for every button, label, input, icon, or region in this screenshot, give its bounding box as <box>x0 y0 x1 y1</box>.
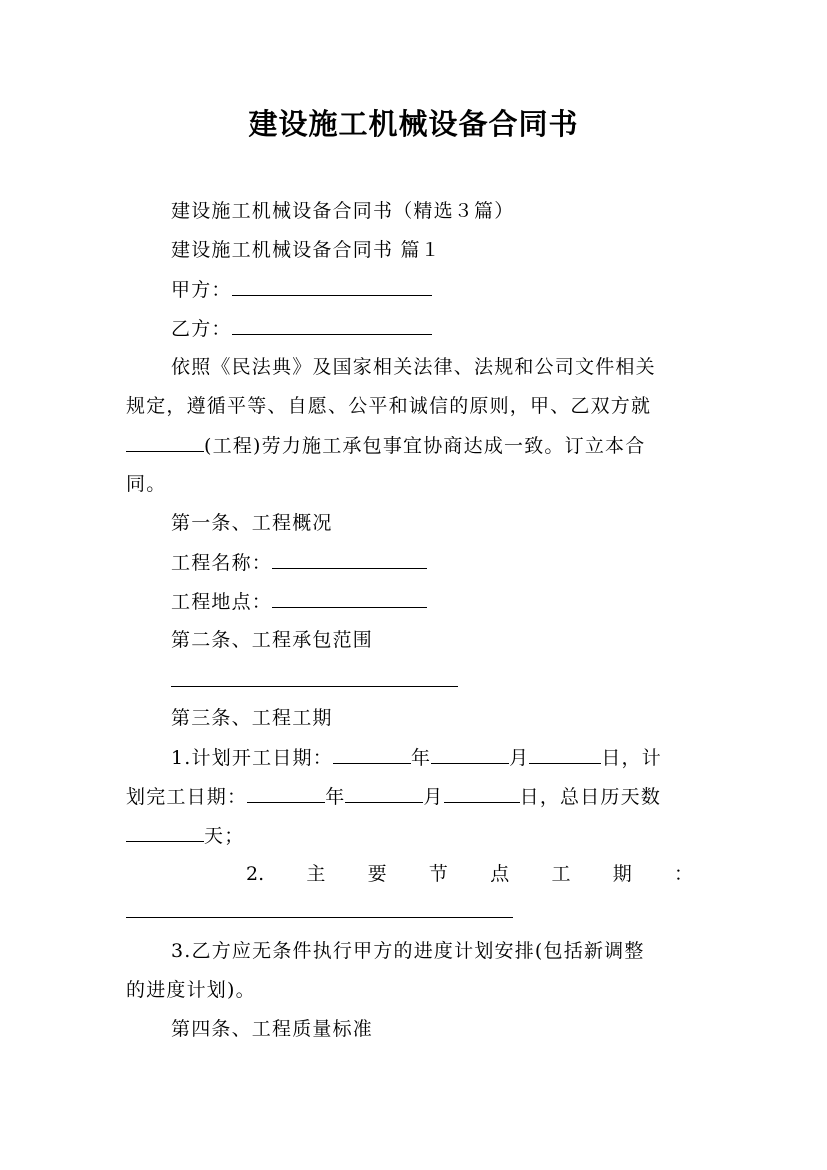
year-unit: 年 <box>410 747 432 769</box>
finish-month-blank <box>345 783 423 803</box>
intro-line-2: 规定，遵循平等、自愿、公平和诚信的原则，甲、乙双方就 <box>126 395 652 417</box>
article-1-heading: 第一条、工程概况 <box>171 512 333 534</box>
scope-blank <box>171 686 458 687</box>
finish-day-blank <box>444 783 520 803</box>
party-a-label: 甲方： <box>171 279 232 301</box>
item-1-line-2 <box>126 783 661 810</box>
milestone-blank <box>126 917 513 918</box>
item-1-line-2-suffix: ，总日历天数 <box>539 786 662 808</box>
subtitle: 建设施工机械设备合同书（精选３篇） <box>171 200 515 222</box>
day-unit: 日 <box>601 747 622 769</box>
intro-line-3 <box>126 432 645 459</box>
project-location-line <box>171 588 427 615</box>
item-2-char: 2. <box>246 863 265 885</box>
part-heading: 建设施工机械设备合同书 篇１ <box>171 239 441 261</box>
project-name-label: 工程名称： <box>171 552 273 574</box>
item-2-char: ： <box>673 863 693 885</box>
item-1-line-1 <box>171 744 662 771</box>
party-b-line <box>171 315 432 342</box>
party-b-label: 乙方： <box>171 318 232 340</box>
item-2-char: 工 <box>551 863 571 885</box>
item-2-char: 要 <box>367 863 387 885</box>
item-3-line-2: 的进度计划)。 <box>126 979 256 1001</box>
article-2-heading: 第二条、工程承包范围 <box>171 629 374 651</box>
article-3-heading: 第三条、工程工期 <box>171 707 333 729</box>
intro-line-4: 同。 <box>126 473 167 495</box>
intro-line-3-text: (工程)劳力施工承包事宜协商达成一致。订立本合 <box>204 435 646 457</box>
month-unit: 月 <box>423 786 444 808</box>
finish-year-blank <box>247 783 325 803</box>
start-day-blank <box>529 744 601 764</box>
days-unit: 天； <box>204 825 245 847</box>
project-location-blank <box>272 588 427 608</box>
planned-finish-label: 划完工日期： <box>126 786 248 808</box>
day-unit: 日 <box>519 786 540 808</box>
item-1-line-3 <box>126 822 244 849</box>
intro-line-1: 依照《民法典》及国家相关法律、法规和公司文件相关 <box>171 356 656 378</box>
party-a-line <box>171 276 432 303</box>
item-1-line-1-suffix: ，计 <box>621 747 662 769</box>
month-unit: 月 <box>509 747 530 769</box>
party-a-blank <box>232 276 432 296</box>
item-2-char: 节 <box>428 863 448 885</box>
start-month-blank <box>431 744 509 764</box>
total-days-blank <box>126 822 204 842</box>
item-2-char: 期 <box>612 863 632 885</box>
item-2-char: 点 <box>490 863 510 885</box>
project-name-blank <box>272 549 427 569</box>
item-3-line-1: 3.乙方应无条件执行甲方的进度计划安排(包括新调整 <box>171 940 645 962</box>
year-unit: 年 <box>325 786 346 808</box>
document-title: 建设施工机械设备合同书 <box>248 107 579 141</box>
project-blank <box>126 432 204 452</box>
article-4-heading: 第四条、工程质量标准 <box>171 1018 374 1040</box>
planned-start-label: 1.计划开工日期： <box>171 747 333 769</box>
item-2-line <box>246 861 693 887</box>
start-year-blank <box>333 744 411 764</box>
project-location-label: 工程地点： <box>171 591 273 613</box>
party-b-blank <box>232 315 432 335</box>
item-2-char: 主 <box>306 863 326 885</box>
project-name-line <box>171 549 427 576</box>
